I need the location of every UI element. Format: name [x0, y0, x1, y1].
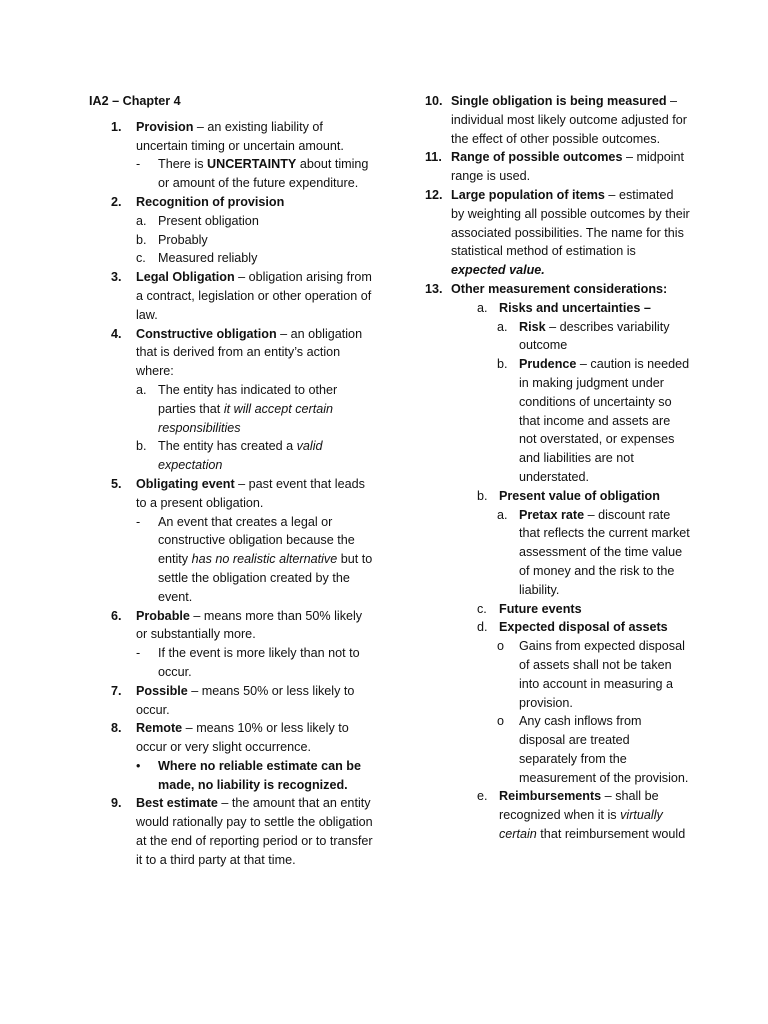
item-text: – midpoint range is used. [451, 150, 685, 184]
sub-term: Pretax rate [519, 507, 585, 522]
sub-marker: b. [136, 232, 147, 247]
sub-term: Prudence [519, 357, 577, 372]
sub-text: – caution is needed in making judgment under conditions of uncertainty so that income and assets are not overstated, or expenses and liabilities are not understated. [519, 357, 690, 484]
sub-term: Reimbursements [499, 789, 602, 804]
sub-text: Any cash inflows from disposal are treated separately from the measurement of the provision. [519, 714, 689, 785]
dash-marker: - [136, 157, 141, 172]
left-column [89, 92, 374, 870]
sub-marker: b. [497, 357, 508, 372]
sub-text: An event that creates a legal or constructive obligation because the entity [158, 514, 355, 567]
bullet-marker: • [136, 758, 141, 773]
sub-marker: a. [136, 213, 147, 228]
item-term: Recognition of provision [136, 194, 285, 209]
item-term: Obligating event [136, 476, 235, 491]
sub-item [136, 212, 374, 231]
sub-item [451, 487, 690, 506]
circle-bullet-marker: o [497, 714, 505, 729]
sub-item [136, 231, 374, 250]
item-number: 6. [111, 608, 122, 623]
sub-text: Gains from expected disposal of assets shall not be taken into account in measuring a provision. [519, 639, 685, 710]
list-item [425, 148, 690, 186]
sub-item [136, 249, 374, 268]
item-term: Probable [136, 608, 190, 623]
sub-marker: e. [477, 789, 488, 804]
sub-marker: a. [136, 382, 147, 397]
item-number: 13. [425, 281, 443, 296]
sub-item [136, 757, 374, 795]
sub-item [136, 644, 374, 682]
list-item [89, 475, 374, 607]
item-term: Remote [136, 721, 183, 736]
sub-sub-item [451, 712, 690, 787]
list-item [89, 682, 374, 720]
sub-text: about timing or amount of the future expenditure. [158, 157, 369, 191]
sub-marker: c. [136, 251, 146, 266]
item-text: – an obligation that is derived from an entity’s action where: [136, 326, 363, 379]
item-number: 1. [111, 119, 122, 134]
item-number: 11. [425, 150, 442, 165]
sub-sub-item [451, 318, 690, 356]
item-number: 8. [111, 721, 122, 736]
item-emph: expected value. [451, 263, 545, 278]
sub-text: The entity has indicated to other parties that [158, 382, 338, 416]
sub-term: Future events [499, 601, 582, 616]
item-term: Constructive obligation [136, 326, 277, 341]
sub-item [136, 381, 374, 437]
item-term: Legal Obligation [136, 270, 235, 285]
sub-text: Probably [158, 232, 208, 247]
item-term: Large population of items [451, 187, 605, 202]
sub-emph: has no realistic alternative [191, 552, 338, 567]
right-column [425, 92, 690, 844]
sub-item [136, 155, 374, 193]
sub-emph: valid expectation [158, 439, 323, 473]
item-number: 4. [111, 326, 122, 341]
item-number: 5. [111, 476, 122, 491]
dash-marker: - [136, 646, 141, 661]
item-number: 10. [425, 94, 443, 108]
left-list [89, 118, 374, 870]
sub-text: The entity has created a [158, 439, 297, 454]
item-term: Best estimate [136, 796, 218, 811]
item-number: 7. [111, 683, 122, 698]
list-item [89, 325, 374, 475]
sub-item [136, 513, 374, 607]
item-text: – an existing liability of uncertain timing or uncertain amount. [136, 119, 344, 153]
item-text: – estimated by weighting all possible outcomes by their associated possibilities. The name for this statistical method of estimation is [451, 187, 690, 259]
sub-text: – discount rate that reflects the current market assessment of the time value of money and the risk to the liability. [519, 507, 690, 597]
sub-marker: b. [477, 488, 488, 503]
item-number: 2. [111, 194, 122, 209]
sub-item [451, 787, 690, 843]
right-list [425, 92, 690, 844]
sub-item [451, 600, 690, 619]
sub-term: Risk [519, 319, 546, 334]
list-item [425, 92, 690, 148]
sub-item [136, 437, 374, 475]
sub-text: – shall be recognized when it is [499, 789, 659, 823]
sub-text: Present obligation [158, 213, 259, 228]
item-text: – means 50% or less likely to occur. [136, 683, 355, 717]
document-title: IA2 – Chapter 4 [89, 94, 181, 108]
item-text: – means more than 50% likely or substantially more. [136, 608, 363, 642]
item-text: – obligation arising from a contract, legislation or other operation of law. [136, 270, 372, 322]
sub-text: There is [158, 157, 207, 172]
item-number: 9. [111, 796, 122, 811]
sub-sub-item [451, 506, 690, 600]
sub-item [451, 299, 690, 318]
list-item [425, 280, 690, 844]
item-text: – individual most likely outcome adjusted for the effect of other possible outcomes. [451, 94, 687, 146]
item-term: Provision [136, 119, 194, 134]
list-item [89, 607, 374, 682]
sub-term: Present value of obligation [499, 488, 660, 503]
item-text: – means 10% or less likely to occur or very slight occurrence. [136, 721, 349, 755]
list-item [89, 719, 374, 794]
sub-marker: a. [497, 507, 508, 522]
sub-text: If the event is more likely than not to occur. [158, 646, 360, 679]
item-term: Other measurement considerations: [451, 281, 668, 296]
sub-marker: c. [477, 601, 487, 616]
sub-text: – describes variability outcome [519, 319, 670, 353]
sub-item [451, 618, 690, 637]
item-text: – past event that leads to a present obligation. [136, 476, 365, 510]
dash-marker: - [136, 514, 141, 529]
sub-text: Measured reliably [158, 251, 258, 266]
item-text: – the amount that an entity would rationally pay to settle the obligation at the end of reporting period or to transfer it to a third party at that time. [136, 796, 373, 867]
sub-emph: virtually certain [499, 808, 663, 842]
item-number: 3. [111, 270, 122, 285]
sub-term: Expected disposal of assets [499, 620, 668, 635]
sub-marker: b. [136, 439, 147, 454]
item-term: Single obligation is being measured [451, 94, 667, 108]
sub-text: Where no reliable estimate can be made, no liability is recognized. [158, 758, 361, 792]
sub-marker: a. [477, 300, 488, 315]
item-term: Possible [136, 683, 188, 698]
sub-marker: a. [497, 319, 508, 334]
item-term: Range of possible outcomes [451, 150, 623, 165]
circle-bullet-marker: o [497, 639, 505, 654]
sub-sub-item [451, 637, 690, 712]
list-item [89, 794, 374, 869]
sub-emph: UNCERTAINTY [207, 157, 297, 172]
sub-term: Risks and uncertainties – [499, 300, 651, 315]
sub-emph: it will accept certain responsibilities [158, 401, 333, 435]
sub-sub-item [451, 355, 690, 487]
item-number: 12. [425, 187, 443, 202]
list-item [89, 193, 374, 268]
sub-text: but to settle the obligation created by the event. [158, 552, 373, 604]
list-item [89, 118, 374, 193]
sub-marker: d. [477, 620, 488, 635]
list-item [89, 268, 374, 324]
list-item [425, 186, 690, 280]
sub-text: that reimbursement would [536, 827, 686, 842]
